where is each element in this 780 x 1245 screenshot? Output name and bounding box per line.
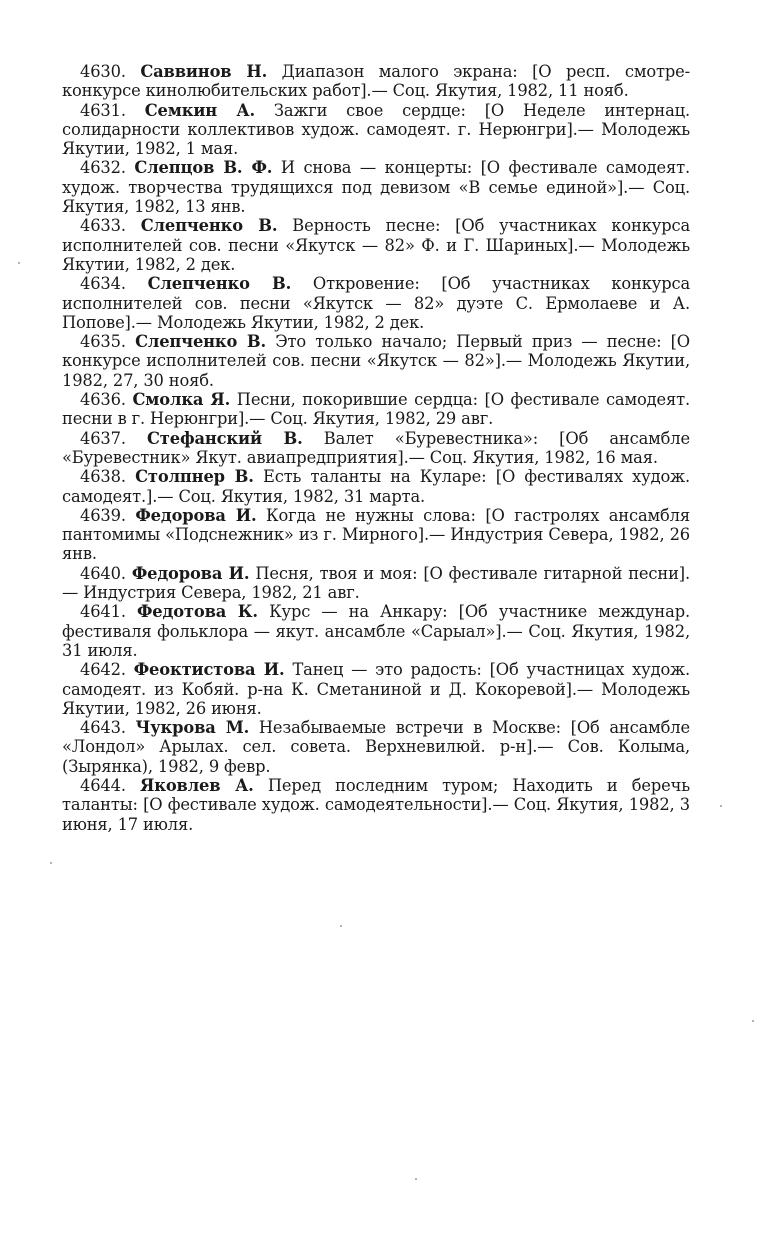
entry-4642 [62,660,690,718]
entry-4632 [62,158,690,216]
entry-author: Федотова К. [137,602,258,622]
entry-text: Это только начало; Первый приз — песне: [О конкурсе исполнителей сов. песни «Якутск — 82»].— Молодежь Якутии, 1982, 27, 30 нояб. [62,332,690,390]
entry-number: 4630. [80,62,126,81]
entry-number: 4632. [80,158,126,178]
entry-author: Чукрова М. [135,718,250,738]
entry-4637 [62,429,690,468]
entry-text: И снова — концерты: [О фестивале самодеят. худож. творчества трудящихся под девизом «В семье единой»].— Соц. Якутия, 1982, 13 янв. [62,158,690,217]
entry-text: Валет «Буревестника»: [Об ансамбле «Буревестник» Якут. авиапредприятия].— Соц. Якутия, 1982, 16 мая. [62,428,690,467]
entry-4638 [62,467,690,506]
entry-author: Слепченко В. [147,274,292,294]
entry-author: Слепцов В. Ф. [134,158,273,178]
entry-author: Яковлев А. [140,775,254,795]
entry-4639 [62,506,690,564]
entry-number: 4642. [80,660,126,680]
entry-4643 [62,718,690,776]
entry-number: 4637. [80,428,126,448]
entry-text: Танец — это радость: [Об участницах худож. самодеят. из Кобяй. р-на К. Сметаниной и Д. Кокоревой].— Молодежь Якутии, 1982, 26 июня. [62,660,690,718]
entry-author: Стефанский В. [147,428,303,448]
entry-4640 [62,564,690,603]
entry-number: 4631. [80,100,126,120]
entry-author: Саввинов Н. [140,62,268,81]
entry-text: Верность песне: [Об участниках конкурса исполнителей сов. песни «Якутск — 82» Ф. и Г. Шариных].— Молодежь Якутии, 1982, 2 дек. [62,216,691,274]
entry-number: 4638. [80,467,126,487]
entry-4635 [62,332,690,390]
entry-4633 [62,216,690,274]
scan-speck [415,1178,417,1180]
entry-number: 4641. [80,602,126,622]
entry-author: Семкин А. [144,100,255,120]
entry-author: Федорова И. [135,505,257,525]
entry-number: 4643. [80,718,126,738]
entry-author: Феоктистова И. [133,660,285,680]
entry-text: Откровение: [Об участниках конкурса исполнителей сов. песни «Якутск — 82» дуэте С. Ермолаеве и А. Попове].— Молодежь Якутии, 1982, 2 дек. [62,274,691,332]
entry-text: Песня, твоя и моя: [О фестивале гитарной песни].— Индустрия Севера, 1982, 21 авг. [62,563,690,603]
scan-speck [340,925,342,927]
entry-text: Песни, покорившие сердца: [О фестивале самодеят. песни в г. Нерюнгри].— Соц. Якутия, 1982, 29 авг. [62,390,691,429]
entry-number: 4640. [80,563,126,583]
bibliography-list [62,62,690,834]
scan-speck [18,262,20,264]
entry-text: Зажги свое сердце: [О Неделе интернац. солидарности коллективов худож. самодеят. г. Нерюнгри].— Молодежь Якутии, 1982, 1 мая. [62,100,690,159]
entry-author: Столпнер В. [135,467,254,487]
entry-number: 4635. [80,332,126,352]
entry-text: Перед последним туром; Находить и беречь таланты: [О фестивале худож. самодеятельности].— Соц. Якутия, 1982, 3 июня, 17 июля. [62,775,690,834]
entry-text: Незабываемые встречи в Москве: [Об ансамбле «Лондол» Арылах. сел. совета. Верхневилюй. р-н].— Сов. Колыма, (Зырянка), 1982, 9 февр. [62,718,690,776]
entry-number: 4634. [80,274,126,294]
scan-speck [752,1020,754,1022]
entry-4631 [62,101,690,159]
entry-number: 4636. [80,390,126,410]
entry-author: Слепченко В. [135,332,267,352]
entry-text: Есть таланты на Куларе: [О фестивалях худож. самодеят.].— Соц. Якутия, 1982, 31 марта. [62,467,690,506]
entry-number: 4644. [80,775,126,795]
entry-4630 [62,62,690,101]
entry-4644 [62,776,690,834]
entry-author: Слепченко В. [140,216,278,236]
entry-author: Смолка Я. [132,390,231,410]
entry-number: 4639. [80,505,126,525]
entry-4634 [62,274,690,332]
entry-number: 4633. [80,216,126,236]
entry-text: Курс — на Анкару: [Об участнике междунар. фестиваля фольклора — якут. ансамбле «Сарыал»].— Соц. Якутия, 1982, 31 июля. [62,602,690,660]
entry-text: Диапазон малого экрана: [О респ. смотре-конкурсе кинолюбительских работ].— Соц. Якутия, 1982, 11 нояб. [62,62,690,101]
scan-speck [720,805,722,807]
entry-4636 [62,390,690,429]
entry-4641 [62,602,690,660]
scan-speck [50,862,52,864]
entry-author: Федорова И. [131,563,250,583]
entry-text: Когда не нужны слова: [О гастролях ансамбля пантомимы «Подснежник» из г. Мирного].— Индустрия Севера, 1982, 26 янв. [62,505,690,564]
